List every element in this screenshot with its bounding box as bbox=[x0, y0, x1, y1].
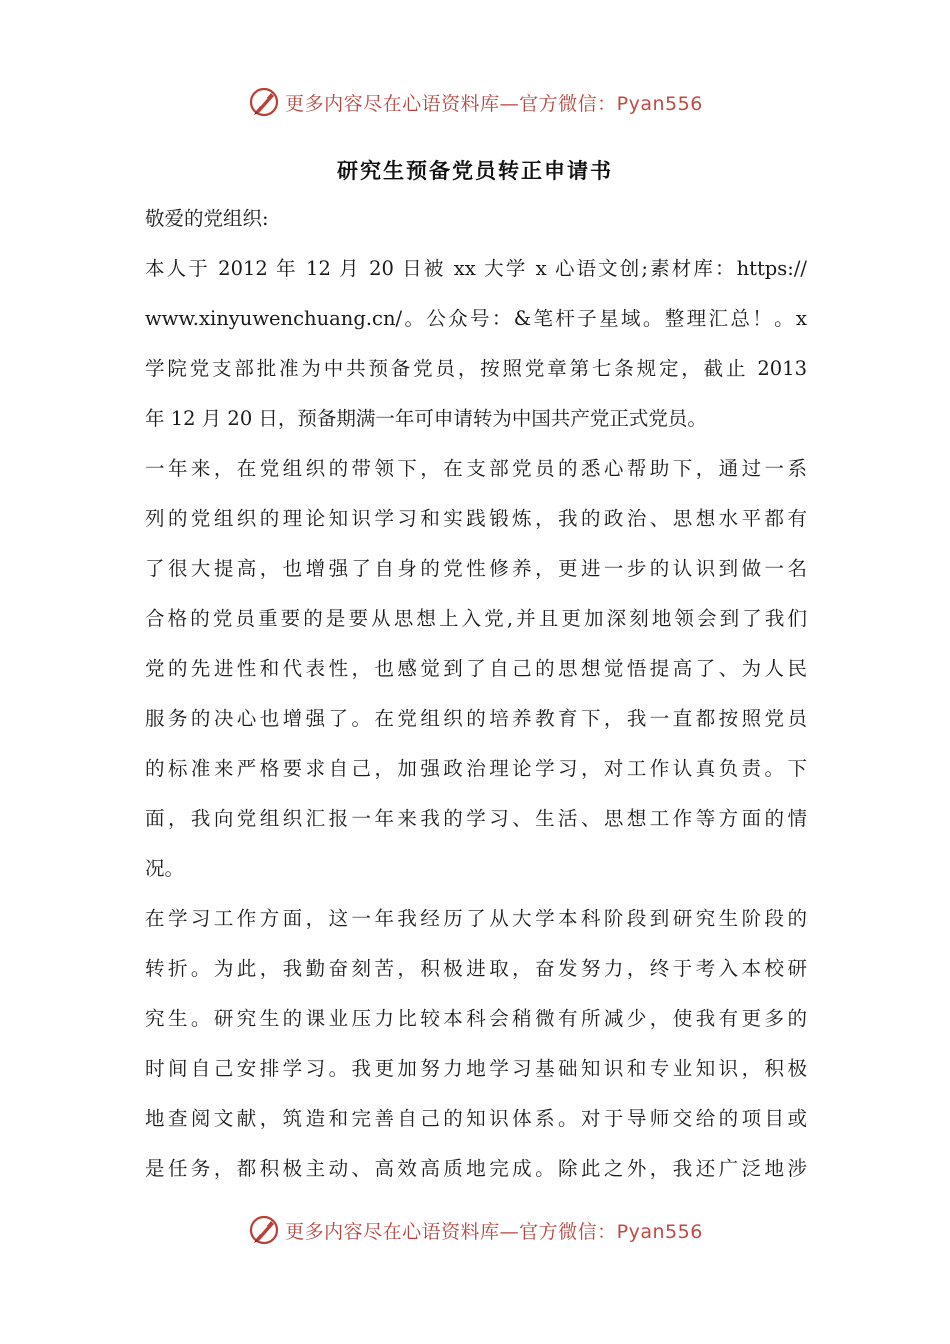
banner-message: 更多内容尽在心语资料库—官方微信： bbox=[285, 92, 617, 115]
header-banner bbox=[0, 82, 950, 122]
text-line: 况。 bbox=[145, 857, 185, 880]
banner-text bbox=[285, 89, 703, 116]
text-line: 列的党组织的理论知识学习和实践锻炼，我的政治、思想水平都有 bbox=[145, 507, 807, 530]
banner-text bbox=[285, 1217, 703, 1244]
text-line: 党的先进性和代表性，也感觉到了自己的思想觉悟提高了、为人民 bbox=[145, 657, 807, 680]
text-line: 服务的决心也增强了。在党组织的培养教育下，我一直都按照党员 bbox=[145, 707, 807, 730]
salutation: 敬爱的党组织: bbox=[145, 207, 269, 230]
text-line: 转折。为此，我勤奋刻苦，积极进取，奋发努力，终于考入本校研 bbox=[145, 957, 807, 980]
quill-pen-logo-icon bbox=[247, 85, 281, 119]
text-line: 是任务，都积极主动、高效高质地完成。除此之外，我还广泛地涉 bbox=[145, 1157, 807, 1180]
text-line: 在学习工作方面，这一年我经历了从大学本科阶段到研究生阶段的 bbox=[145, 907, 807, 930]
text-line: 时间自己安排学习。我更加努力地学习基础知识和专业知识，积极 bbox=[145, 1057, 807, 1080]
text-line: 究生。研究生的课业压力比较本科会稍微有所减少，使我有更多的 bbox=[145, 1007, 807, 1030]
text-line: 学院党支部批准为中共预备党员，按照党章第七条规定，截止 2013 bbox=[145, 357, 807, 380]
quill-pen-logo-icon bbox=[247, 1213, 281, 1247]
banner-contact: Pyan556 bbox=[616, 1220, 703, 1243]
text-line: www.xinyuwenchuang.cn/。公众号：&笔杆子星域。整理汇总！。x bbox=[145, 307, 807, 330]
text-line: 地查阅文献，筑造和完善自己的知识体系。对于导师交给的项目或 bbox=[145, 1107, 807, 1130]
text-line: 一年来，在党组织的带领下，在支部党员的悉心帮助下，通过一系 bbox=[145, 457, 807, 480]
document-body bbox=[145, 194, 807, 1194]
banner-contact: Pyan556 bbox=[616, 92, 703, 115]
text-line: 年 12 月 20 日，预备期满一年可申请转为中国共产党正式党员。 bbox=[145, 407, 707, 430]
text-line: 本人于 2012 年 12 月 20 日被 xx 大学 x 心语文创;素材库：https:// bbox=[145, 257, 807, 280]
text-line: 合格的党员重要的是要从思想上入党,并且更加深刻地领会到了我们 bbox=[145, 607, 807, 630]
document-title: 研究生预备党员转正申请书 bbox=[337, 159, 613, 183]
banner-message: 更多内容尽在心语资料库—官方微信： bbox=[285, 1220, 617, 1243]
text-line: 面，我向党组织汇报一年来我的学习、生活、思想工作等方面的情 bbox=[145, 807, 807, 830]
text-line: 的标准来严格要求自己，加强政治理论学习，对工作认真负责。下 bbox=[145, 757, 807, 780]
text-line: 了很大提高，也增强了自身的党性修养，更进一步的认识到做一名 bbox=[145, 557, 807, 580]
footer-banner bbox=[0, 1210, 950, 1250]
